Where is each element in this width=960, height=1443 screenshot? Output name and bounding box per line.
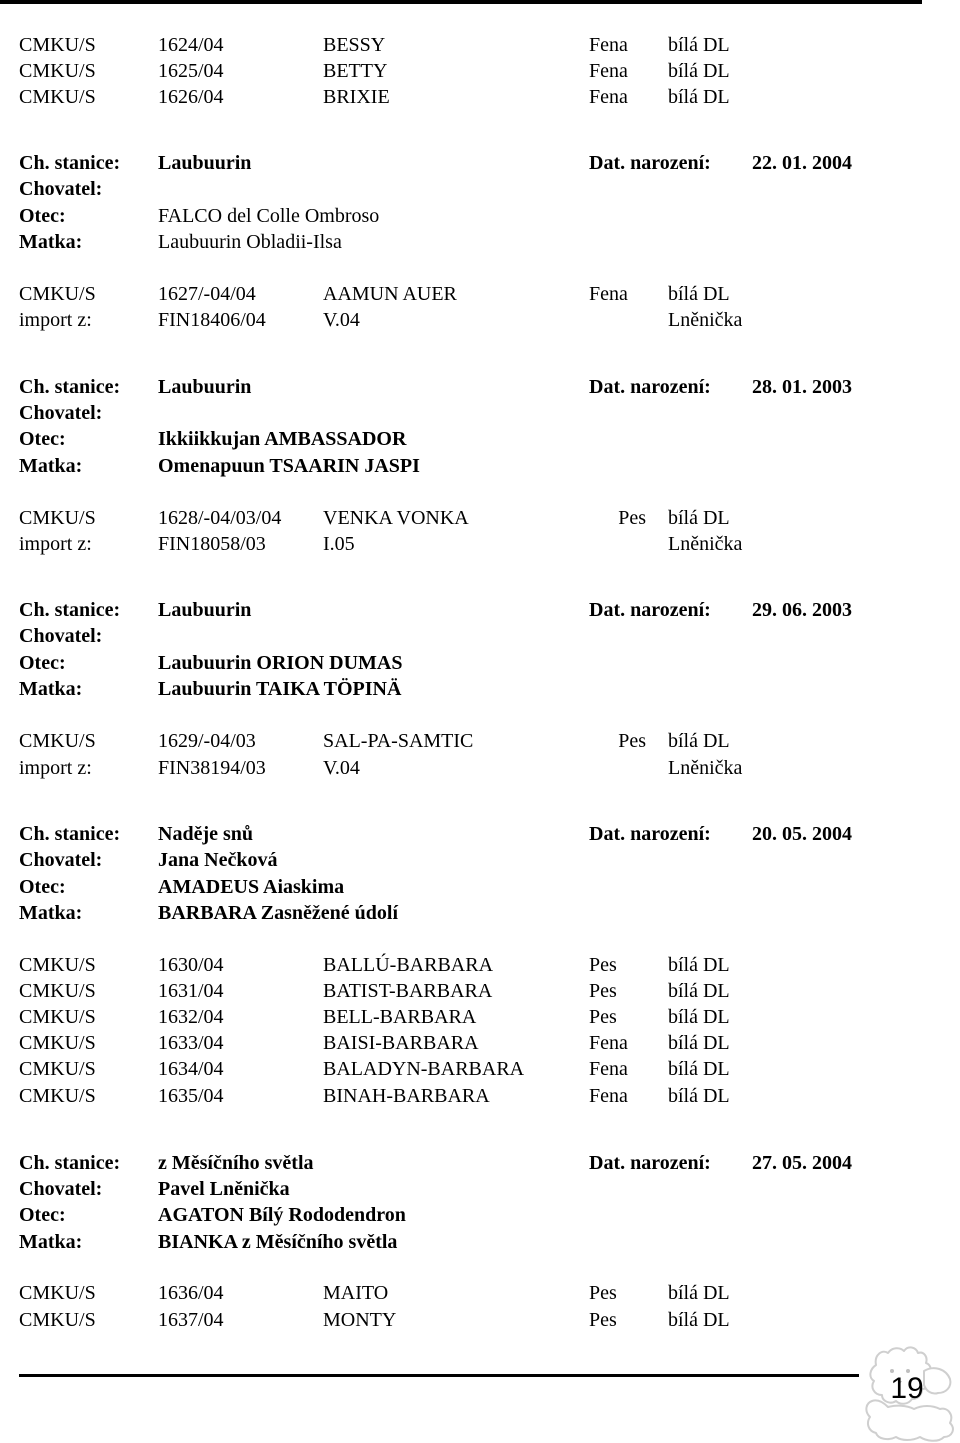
- breeder-label: Chovatel:: [19, 402, 103, 424]
- dog-name: MAITO: [323, 1282, 389, 1304]
- dob-label: Dat. narození:: [589, 1152, 711, 1174]
- sire-label: Otec:: [19, 1204, 66, 1226]
- sire-row: [0, 426, 960, 452]
- dog-name: BINAH-BARBARA: [323, 1085, 490, 1107]
- sire-name: Laubuurin ORION DUMAS: [158, 652, 403, 674]
- sire-row: [0, 874, 960, 900]
- dog-color: bílá DL: [668, 1032, 730, 1054]
- dog-name: SAL-PA-SAMTIC: [323, 730, 474, 752]
- dog-sex: Fena: [589, 1058, 628, 1080]
- dob-label: Dat. narození:: [589, 152, 711, 174]
- import-row: [0, 531, 960, 557]
- dog-color: bílá DL: [668, 980, 730, 1002]
- dog-sex: Pes: [589, 980, 617, 1002]
- sire-name: AMADEUS Aiaskima: [158, 876, 345, 898]
- reg-number: 1629/-04/03: [158, 730, 256, 752]
- dog-color: bílá DL: [668, 1058, 730, 1080]
- reg-number: 1631/04: [158, 980, 224, 1002]
- entry-row: [0, 32, 960, 58]
- reg-code: CMKU/S: [19, 1282, 96, 1304]
- reg-code: CMKU/S: [19, 60, 96, 82]
- dog-sex: Pes: [589, 1309, 617, 1331]
- breeder-name: Jana Nečková: [158, 849, 278, 871]
- litter-header-row: [0, 1150, 960, 1176]
- dam-label: Matka:: [19, 231, 83, 253]
- footer-rule: [19, 1374, 859, 1377]
- dam-row: [0, 453, 960, 479]
- dam-label: Matka:: [19, 455, 83, 477]
- breeder-row: [0, 623, 960, 649]
- dog-color: bílá DL: [668, 86, 730, 108]
- entry-row: [0, 1030, 960, 1056]
- dog-color: bílá DL: [668, 283, 730, 305]
- station-name: Laubuurin: [158, 376, 252, 398]
- dog-color: bílá DL: [668, 60, 730, 82]
- import-grade: I.05: [323, 533, 355, 555]
- entry-row: [0, 952, 960, 978]
- station-label: Ch. stanice:: [19, 1152, 121, 1174]
- station-name: Naděje snů: [158, 823, 254, 845]
- import-label: import z:: [19, 533, 92, 555]
- dog-color: bílá DL: [668, 730, 730, 752]
- sire-name: FALCO del Colle Ombroso: [158, 205, 380, 227]
- entry-row: [0, 84, 960, 110]
- dog-sex: Pes: [618, 507, 646, 529]
- entry-row: [0, 728, 960, 754]
- dog-sex: Fena: [589, 1085, 628, 1107]
- breeder-name: Pavel Lněnička: [158, 1178, 290, 1200]
- reg-code: CMKU/S: [19, 34, 96, 56]
- breeder-row: [0, 847, 960, 873]
- reg-number: 1635/04: [158, 1085, 224, 1107]
- import-label: import z:: [19, 757, 92, 779]
- reg-code: CMKU/S: [19, 980, 96, 1002]
- entry-row: [0, 58, 960, 84]
- dog-name: MONTY: [323, 1309, 397, 1331]
- dog-color: bílá DL: [668, 1282, 730, 1304]
- breeder-row: [0, 1176, 960, 1202]
- reg-number: 1628/-04/03/04: [158, 507, 282, 529]
- reg-number: 1633/04: [158, 1032, 224, 1054]
- import-grade: V.04: [323, 309, 360, 331]
- reg-code: CMKU/S: [19, 86, 96, 108]
- import-row: [0, 755, 960, 781]
- dog-sex: Pes: [589, 1006, 617, 1028]
- dog-name: BESSY: [323, 34, 386, 56]
- dog-sex: Pes: [589, 1282, 617, 1304]
- dam-name: BARBARA Zasněžené údolí: [158, 902, 399, 924]
- entry-row: [0, 1004, 960, 1030]
- import-grade: V.04: [323, 757, 360, 779]
- reg-code: CMKU/S: [19, 1006, 96, 1028]
- import-row: [0, 307, 960, 333]
- reg-number: 1624/04: [158, 34, 224, 56]
- dam-row: [0, 676, 960, 702]
- dog-color: bílá DL: [668, 34, 730, 56]
- dog-sex: Fena: [589, 1032, 628, 1054]
- import-number: FIN38194/03: [158, 757, 266, 779]
- entry-row: [0, 978, 960, 1004]
- dam-label: Matka:: [19, 1231, 83, 1253]
- reg-code: CMKU/S: [19, 1309, 96, 1331]
- reg-code: CMKU/S: [19, 283, 96, 305]
- breeder-label: Chovatel:: [19, 849, 103, 871]
- dog-sex: Pes: [589, 954, 617, 976]
- dog-name: BAISI-BARBARA: [323, 1032, 479, 1054]
- dog-name: BRIXIE: [323, 86, 390, 108]
- reg-number: 1626/04: [158, 86, 224, 108]
- sire-label: Otec:: [19, 876, 66, 898]
- station-name: Laubuurin: [158, 599, 252, 621]
- dam-row: [0, 229, 960, 255]
- dob-label: Dat. narození:: [589, 599, 711, 621]
- litter-header-row: [0, 597, 960, 623]
- dog-sex: Fena: [589, 283, 628, 305]
- sire-label: Otec:: [19, 652, 66, 674]
- dob-value: 22. 01. 2004: [752, 152, 852, 174]
- breeder-label: Chovatel:: [19, 625, 103, 647]
- dog-color: bílá DL: [668, 1006, 730, 1028]
- dam-row: [0, 900, 960, 926]
- import-label: import z:: [19, 309, 92, 331]
- dob-label: Dat. narození:: [589, 823, 711, 845]
- reg-number: 1625/04: [158, 60, 224, 82]
- import-owner: Lněnička: [668, 757, 743, 779]
- litter-header-row: [0, 821, 960, 847]
- station-label: Ch. stanice:: [19, 152, 121, 174]
- dam-name: Laubuurin Obladii-Ilsa: [158, 231, 342, 253]
- station-label: Ch. stanice:: [19, 599, 121, 621]
- sire-name: AGATON Bílý Rododendron: [158, 1204, 406, 1226]
- litter-header-row: [0, 374, 960, 400]
- breeder-label: Chovatel:: [19, 178, 103, 200]
- entry-row: [0, 1083, 960, 1109]
- dam-name: Laubuurin TAIKA TÖPINÄ: [158, 678, 402, 700]
- dog-name: BALLÚ-BARBARA: [323, 954, 494, 976]
- dog-name: BATIST-BARBARA: [323, 980, 493, 1002]
- sire-row: [0, 650, 960, 676]
- reg-number: 1627/-04/04: [158, 283, 256, 305]
- import-owner: Lněnička: [668, 309, 743, 331]
- dog-color: bílá DL: [668, 1085, 730, 1107]
- dog-name: BETTY: [323, 60, 388, 82]
- top-rule: [0, 0, 922, 4]
- reg-number: 1632/04: [158, 1006, 224, 1028]
- reg-code: CMKU/S: [19, 1032, 96, 1054]
- dam-name: Omenapuun TSAARIN JASPI: [158, 455, 420, 477]
- dog-color: bílá DL: [668, 507, 730, 529]
- reg-code: CMKU/S: [19, 954, 96, 976]
- station-name: Laubuurin: [158, 152, 252, 174]
- entry-row: [0, 1056, 960, 1082]
- breeder-label: Chovatel:: [19, 1178, 103, 1200]
- import-owner: Lněnička: [668, 533, 743, 555]
- dog-name: BELL-BARBARA: [323, 1006, 477, 1028]
- sire-label: Otec:: [19, 205, 66, 227]
- import-number: FIN18406/04: [158, 309, 266, 331]
- reg-number: 1637/04: [158, 1309, 224, 1331]
- dog-sex: Fena: [589, 60, 628, 82]
- reg-code: CMKU/S: [19, 1085, 96, 1107]
- page-number: 19: [890, 1372, 924, 1405]
- dam-row: [0, 1229, 960, 1255]
- reg-number: 1630/04: [158, 954, 224, 976]
- entry-row: [0, 1307, 960, 1333]
- dog-name: AAMUN AUER: [323, 283, 457, 305]
- sire-row: [0, 1202, 960, 1228]
- dam-label: Matka:: [19, 902, 83, 924]
- dob-value: 28. 01. 2003: [752, 376, 852, 398]
- sire-name: Ikkiikkujan AMBASSADOR: [158, 428, 407, 450]
- dog-sex: Pes: [618, 730, 646, 752]
- station-label: Ch. stanice:: [19, 376, 121, 398]
- dog-color: bílá DL: [668, 954, 730, 976]
- dog-sex: Fena: [589, 86, 628, 108]
- sire-label: Otec:: [19, 428, 66, 450]
- dob-value: 27. 05. 2004: [752, 1152, 852, 1174]
- entry-row: [0, 1280, 960, 1306]
- dob-value: 20. 05. 2004: [752, 823, 852, 845]
- breeder-row: [0, 176, 960, 202]
- dob-label: Dat. narození:: [589, 376, 711, 398]
- reg-code: CMKU/S: [19, 507, 96, 529]
- sire-row: [0, 203, 960, 229]
- dam-label: Matka:: [19, 678, 83, 700]
- reg-number: 1634/04: [158, 1058, 224, 1080]
- dob-value: 29. 06. 2003: [752, 599, 852, 621]
- reg-code: CMKU/S: [19, 730, 96, 752]
- station-label: Ch. stanice:: [19, 823, 121, 845]
- entry-row: [0, 505, 960, 531]
- breeder-row: [0, 400, 960, 426]
- station-name: z Měsíčního světla: [158, 1152, 314, 1174]
- reg-number: 1636/04: [158, 1282, 224, 1304]
- litter-header-row: [0, 150, 960, 176]
- dam-name: BIANKA z Měsíčního světla: [158, 1231, 398, 1253]
- dog-sex: Fena: [589, 34, 628, 56]
- dog-name: BALADYN-BARBARA: [323, 1058, 525, 1080]
- dog-name: VENKA VONKA: [323, 507, 469, 529]
- dog-color: bílá DL: [668, 1309, 730, 1331]
- entry-row: [0, 281, 960, 307]
- reg-code: CMKU/S: [19, 1058, 96, 1080]
- import-number: FIN18058/03: [158, 533, 266, 555]
